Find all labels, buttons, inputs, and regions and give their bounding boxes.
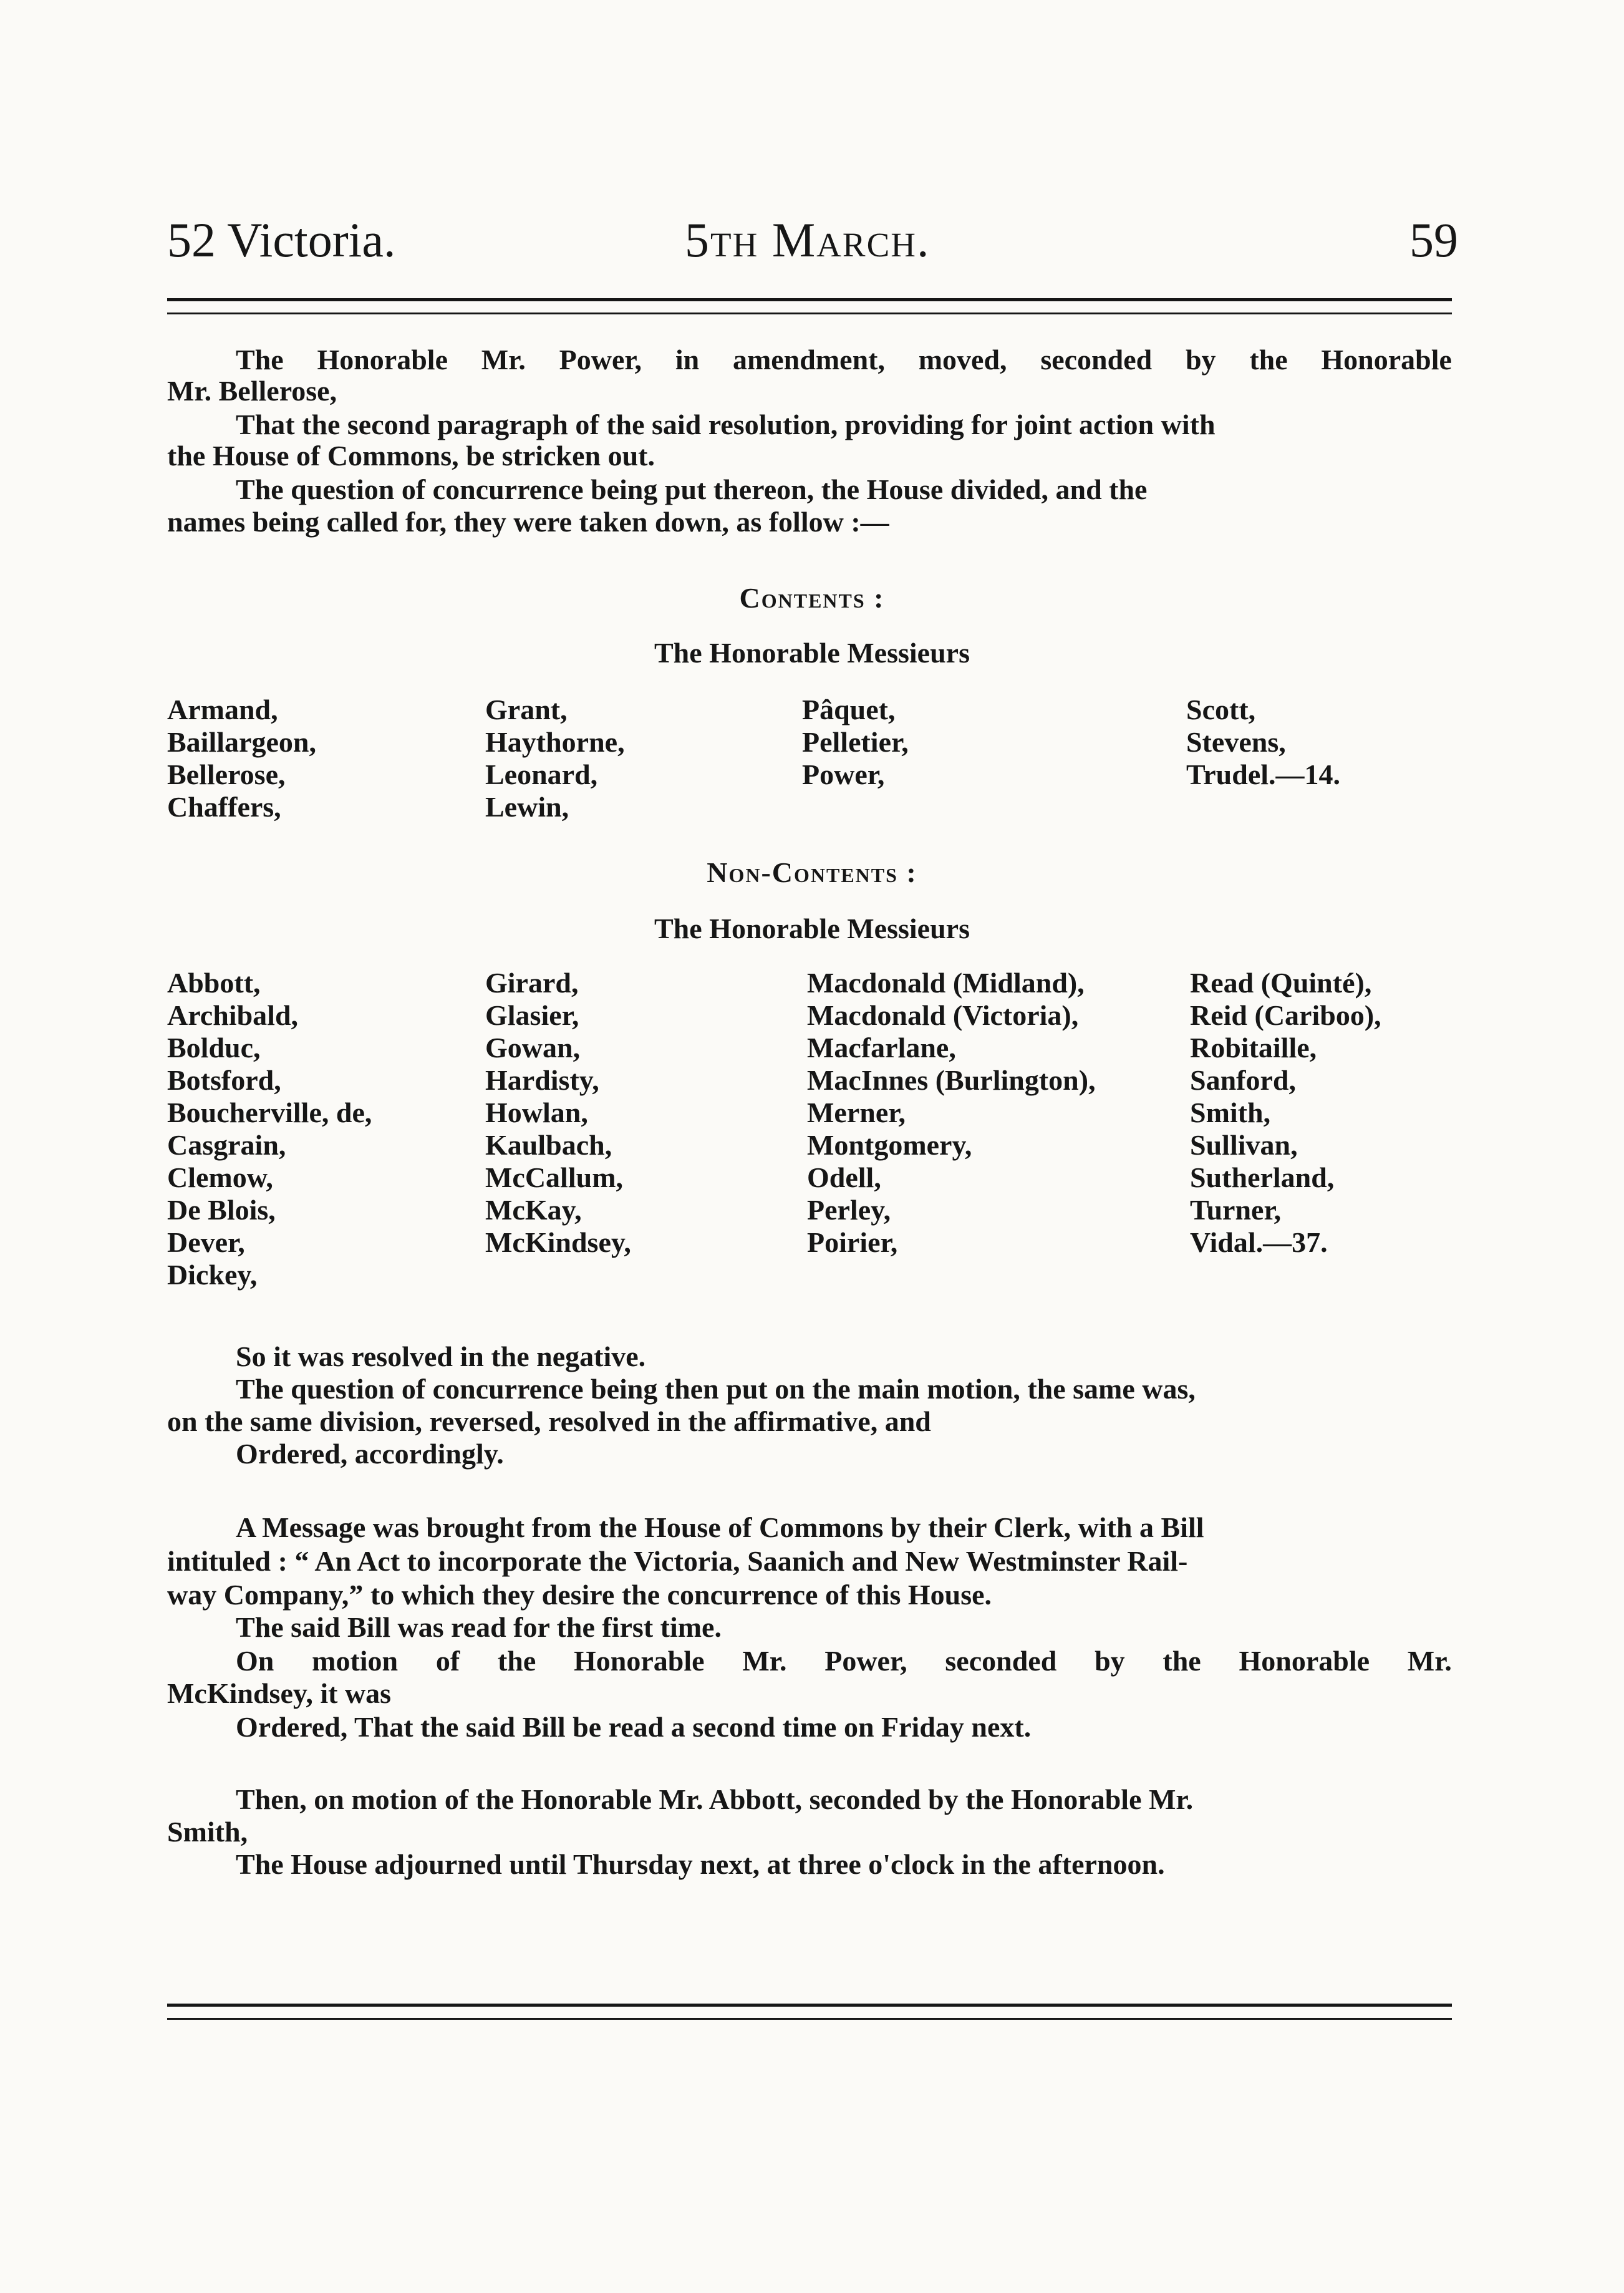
text-line: McKindsey, it was xyxy=(167,1677,392,1709)
text-line: The said Bill was read for the first time. xyxy=(236,1611,722,1643)
non-contents-heading: Non-Contents : xyxy=(707,856,917,888)
text-line: intituled : “ An Act to incorporate the Victoria, Saanich and New Westminster Rail- xyxy=(167,1545,1188,1577)
member-name: Sutherland, xyxy=(1190,1161,1335,1193)
contents-column-2 xyxy=(485,694,625,823)
text-line: A Message was brought from the House of Commons by their Clerk, with a Bill xyxy=(236,1511,1204,1543)
non-contents-column-2 xyxy=(485,967,631,1259)
member-name: Turner, xyxy=(1190,1194,1282,1226)
text-line: the House of Commons, be stricken out. xyxy=(167,440,655,472)
member-name: MacInnes (Burlington), xyxy=(807,1064,1096,1096)
member-name: Gowan, xyxy=(485,1032,581,1064)
member-name: Glasier, xyxy=(485,999,579,1031)
member-name: McCallum, xyxy=(485,1161,624,1193)
member-name: Haythorne, xyxy=(485,726,625,758)
member-name: Boucherville, de, xyxy=(167,1097,372,1128)
text-line: The House adjourned until Thursday next, at three o'clock in the afternoon. xyxy=(236,1848,1165,1880)
member-name: McKindsey, xyxy=(485,1226,631,1258)
member-name: McKay, xyxy=(485,1194,582,1226)
member-name: Bellerose, xyxy=(167,759,286,790)
text-line: Smith, xyxy=(167,1816,248,1848)
footer-rule xyxy=(167,2004,1452,2020)
member-name: Odell, xyxy=(807,1161,881,1193)
text-line: The question of concurrence being then put on the main motion, the same was, xyxy=(236,1373,1196,1405)
member-name: Vidal.—37. xyxy=(1190,1226,1328,1258)
text-line: That the second paragraph of the said resolution, providing for joint action with xyxy=(236,409,1216,440)
text-line: On motion of the Honorable Mr. Power, seconded by the Honorable Mr. xyxy=(236,1645,1452,1677)
text-line: So it was resolved in the negative. xyxy=(236,1340,646,1372)
non-contents-column-1 xyxy=(167,967,372,1291)
member-name: Kaulbach, xyxy=(485,1129,612,1161)
member-name: Archibald, xyxy=(167,999,299,1031)
member-name: Howlan, xyxy=(485,1097,588,1128)
text-line: on the same division, reversed, resolved in the affirmative, and xyxy=(167,1405,931,1437)
member-name: Reid (Cariboo), xyxy=(1190,999,1381,1031)
member-name: Read (Quinté), xyxy=(1190,967,1372,999)
contents-heading: Contents : xyxy=(739,582,885,614)
text-line: Then, on motion of the Honorable Mr. Abbott, seconded by the Honorable Mr. xyxy=(236,1783,1194,1815)
member-name: Armand, xyxy=(167,694,278,725)
member-name: Abbott, xyxy=(167,967,261,999)
member-name: Macdonald (Victoria), xyxy=(807,999,1079,1031)
text-line: Ordered, accordingly. xyxy=(236,1438,504,1470)
member-name: Casgrain, xyxy=(167,1129,286,1161)
member-name: Scott, xyxy=(1186,694,1256,725)
member-name: Girard, xyxy=(485,967,579,999)
member-name: Botsford, xyxy=(167,1064,281,1096)
member-name: Perley, xyxy=(807,1194,891,1226)
contents-column-4 xyxy=(1186,694,1340,791)
page-header xyxy=(167,206,1458,274)
header-session: 52 Victoria. xyxy=(167,213,396,267)
text-line: Ordered, That the said Bill be read a second time on Friday next. xyxy=(236,1711,1032,1743)
text-line: The Honorable Mr. Power, in amendment, moved, seconded by the Honorable xyxy=(236,344,1452,376)
member-name: Chaffers, xyxy=(167,791,281,823)
non-contents-column-3 xyxy=(807,967,1096,1259)
text-line: way Company,” to which they desire the concurrence of this House. xyxy=(167,1579,992,1611)
member-name: Sullivan, xyxy=(1190,1129,1298,1161)
non-contents-column-4 xyxy=(1190,967,1381,1259)
contents-column-3 xyxy=(802,694,909,791)
member-name: Poirier, xyxy=(807,1226,898,1258)
member-name: De Blois, xyxy=(167,1194,276,1226)
member-name: Sanford, xyxy=(1190,1064,1296,1096)
contents-subheading: The Honorable Messieurs xyxy=(654,637,970,669)
member-name: Pelletier, xyxy=(802,726,909,758)
member-name: Macdonald (Midland), xyxy=(807,967,1085,999)
member-name: Smith, xyxy=(1190,1097,1271,1128)
member-name: Clemow, xyxy=(167,1161,273,1193)
member-name: Grant, xyxy=(485,694,568,725)
text-line: names being called for, they were taken down, as follow :— xyxy=(167,506,889,538)
page-number: 59 xyxy=(1409,213,1458,267)
member-name: Leonard, xyxy=(485,759,598,790)
member-name: Dever, xyxy=(167,1226,245,1258)
member-name: Pâquet, xyxy=(802,694,896,725)
header-rule xyxy=(167,298,1452,314)
member-name: Robitaille, xyxy=(1190,1032,1317,1064)
member-name: Baillargeon, xyxy=(167,726,316,758)
text-line: The question of concurrence being put thereon, the House divided, and the xyxy=(236,473,1148,505)
header-date: 5th March. xyxy=(685,213,930,267)
contents-column-1 xyxy=(167,694,316,823)
member-name: Merner, xyxy=(807,1097,906,1128)
text-line: Mr. Bellerose, xyxy=(167,375,337,407)
member-name: Power, xyxy=(802,759,885,790)
non-contents-subheading: The Honorable Messieurs xyxy=(654,913,970,944)
member-name: Montgomery, xyxy=(807,1129,972,1161)
member-name: Dickey, xyxy=(167,1259,258,1291)
member-name: Macfarlane, xyxy=(807,1032,956,1064)
member-name: Bolduc, xyxy=(167,1032,261,1064)
member-name: Stevens, xyxy=(1186,726,1286,758)
member-name: Trudel.—14. xyxy=(1186,759,1341,790)
member-name: Lewin, xyxy=(485,791,569,823)
member-name: Hardisty, xyxy=(485,1064,599,1096)
